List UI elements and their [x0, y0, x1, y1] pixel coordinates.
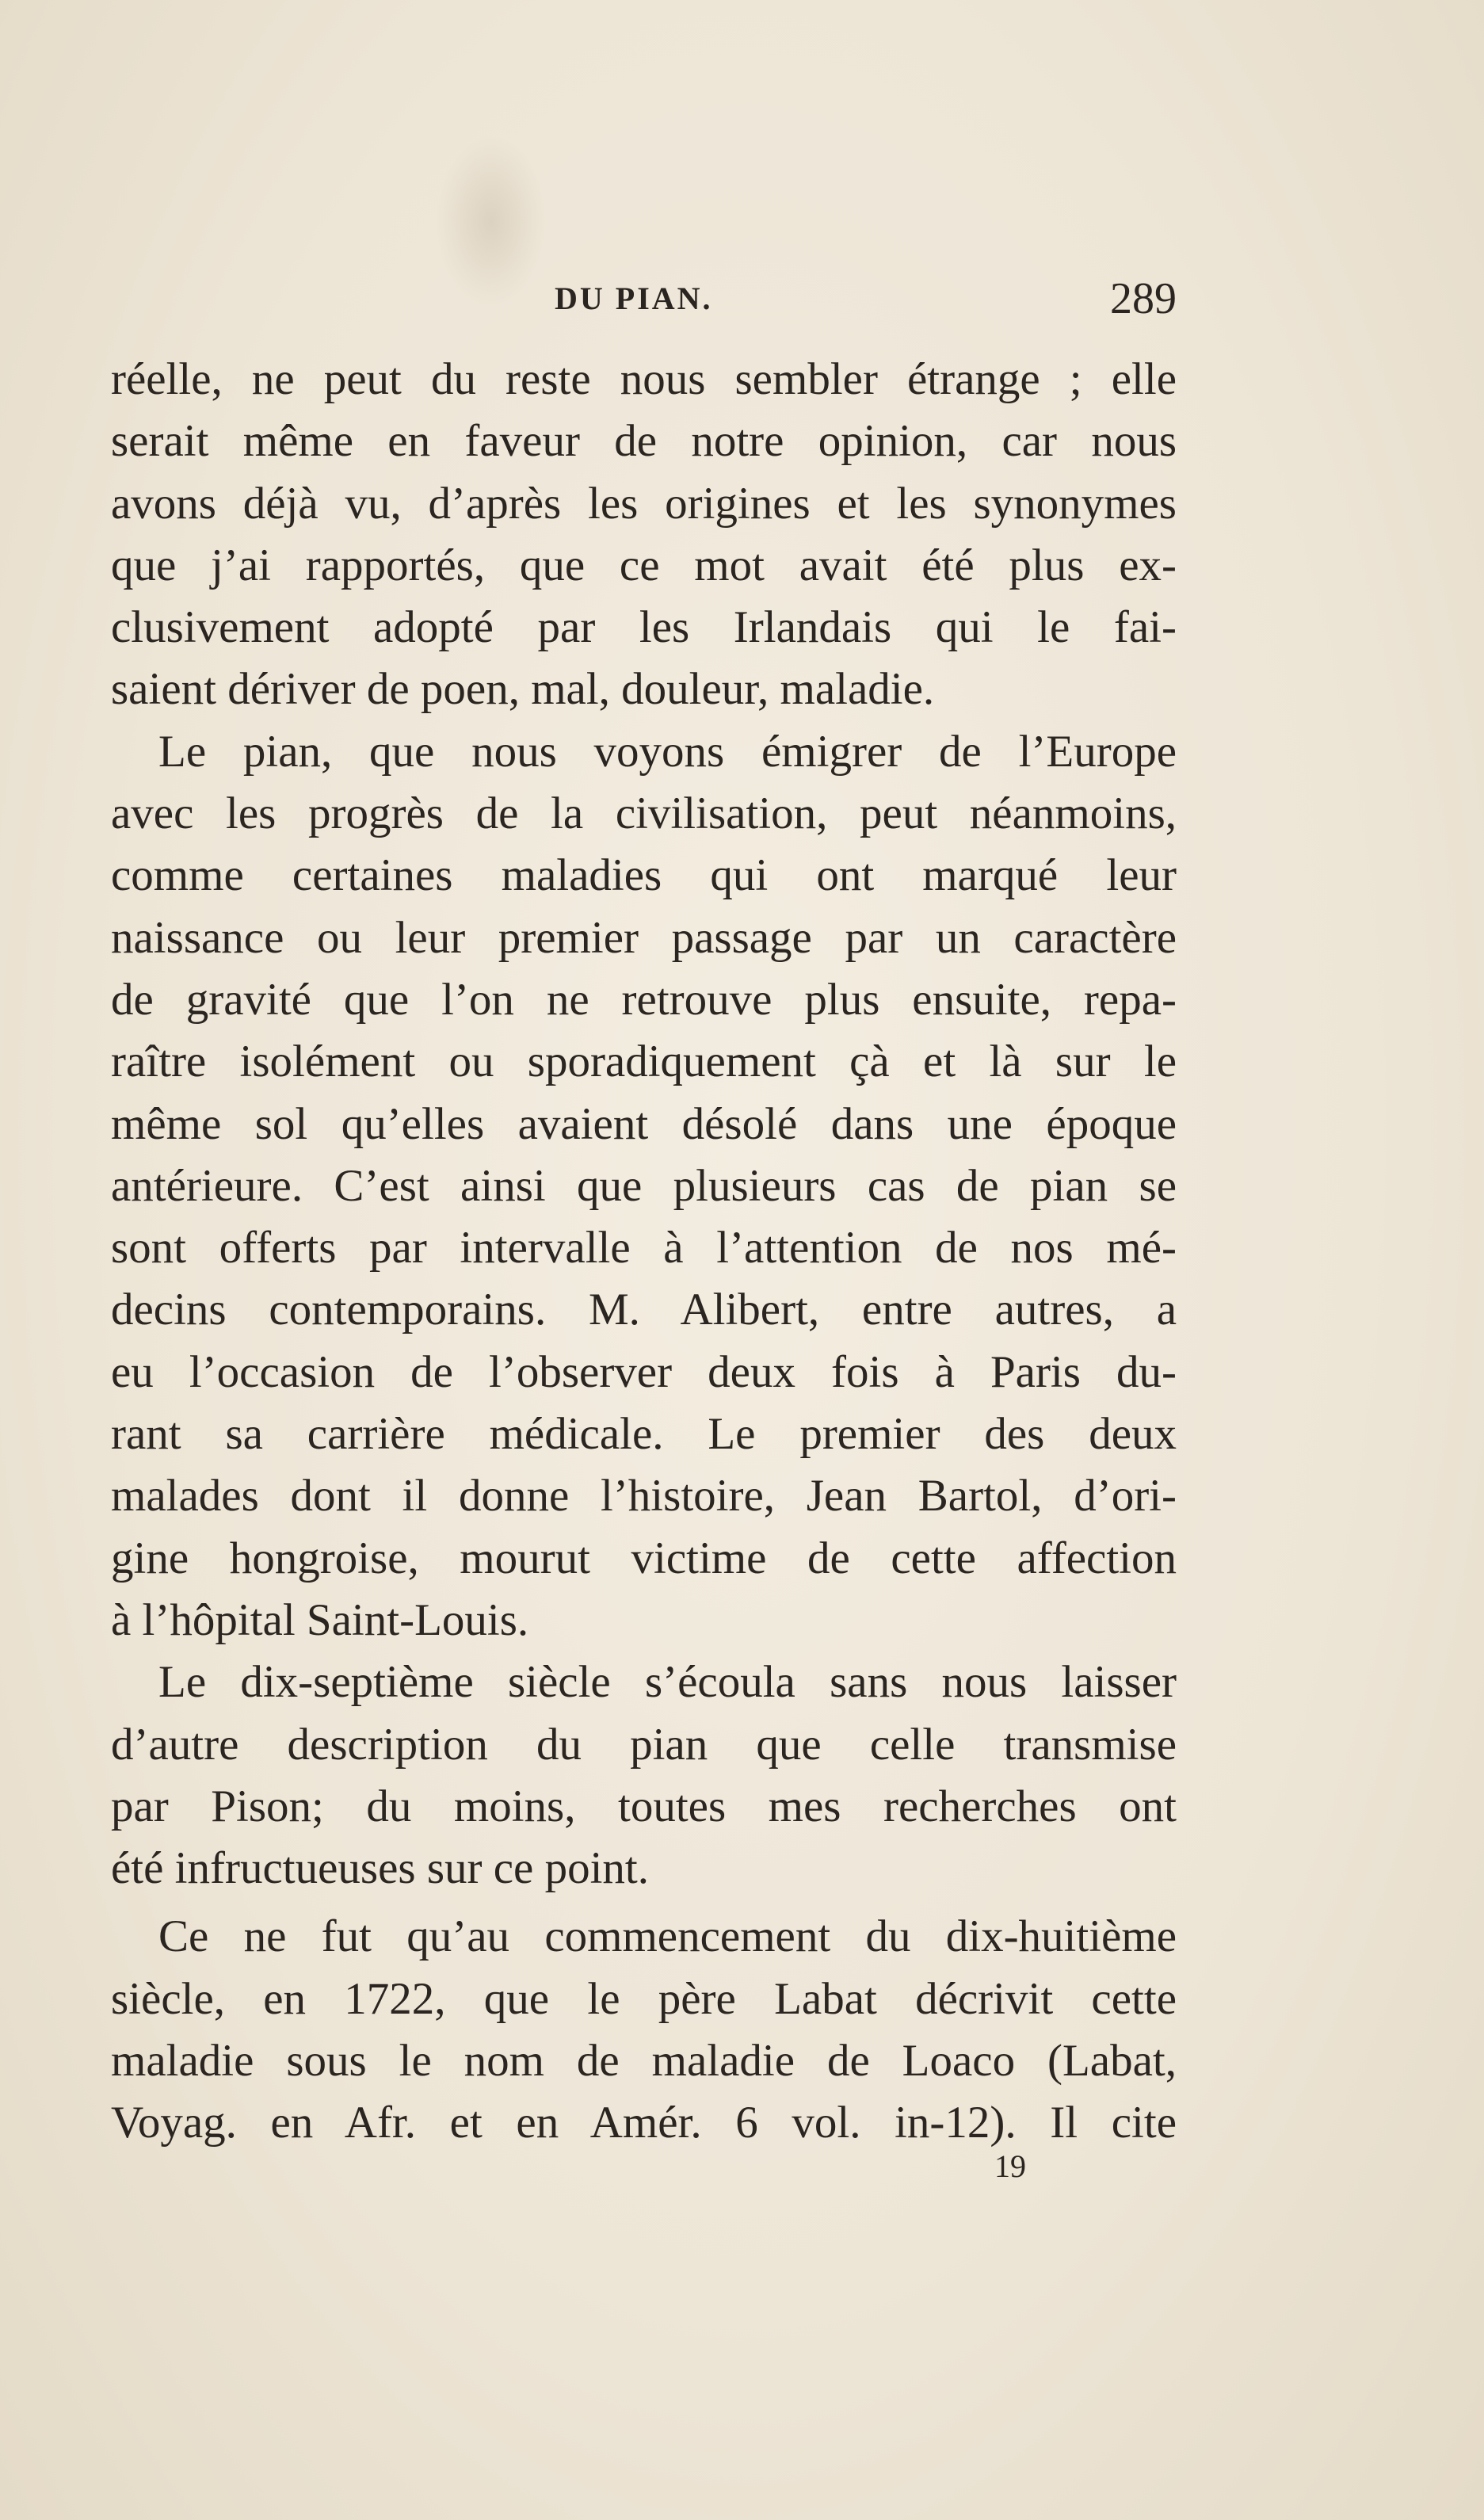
- text-line: Voyag. en Afr. et en Amér. 6 vol. in-12). Il cite: [111, 2098, 1177, 2148]
- text-line: réelle, ne peut du reste nous sembler étrange ; elle: [111, 354, 1177, 404]
- text-line: comme certaines maladies qui ont marqué leur: [111, 850, 1177, 901]
- text-line: que j’ai rapportés, que ce mot avait été plus ex-: [111, 540, 1177, 590]
- running-title: DU PIAN.: [555, 281, 713, 316]
- text-line: Le pian, que nous voyons émigrer de l’Europe: [158, 726, 1177, 777]
- text-line: été infructueuses sur ce point.: [111, 1843, 650, 1894]
- text-line: gine hongroise, mourut victime de cette affection: [111, 1533, 1177, 1583]
- text-line: serait même en faveur de notre opinion, car nous: [111, 416, 1177, 467]
- text-line: decins contemporains. M. Alibert, entre autres, a: [111, 1285, 1177, 1335]
- text-line: par Pison; du moins, toutes mes recherches ont: [111, 1781, 1177, 1831]
- text-line: sont offerts par intervalle à l’attention de nos mé-: [111, 1223, 1177, 1273]
- text-line: naissance ou leur premier passage par un caractère: [111, 912, 1177, 963]
- text-line: de gravité que l’on ne retrouve plus ensuite, repa-: [111, 974, 1177, 1025]
- text-line: Le dix-septième siècle s’écoula sans nous laisser: [158, 1657, 1177, 1708]
- paragraph-gap: [111, 1900, 1177, 1906]
- signature-mark: 19: [994, 2148, 1026, 2184]
- body-text: [111, 349, 1177, 2155]
- text-line: avec les progrès de la civilisation, peut néanmoins,: [111, 788, 1177, 839]
- text-line: raître isolément ou sporadiquement çà et là sur le: [111, 1037, 1177, 1087]
- page-number: 289: [1110, 274, 1177, 323]
- text-line: rant sa carrière médicale. Le premier des deux: [111, 1409, 1177, 1460]
- text-line: malades dont il donne l’histoire, Jean Bartol, d’ori-: [111, 1471, 1177, 1522]
- text-line: Ce ne fut qu’au commencement du dix-huitième: [158, 1911, 1177, 1962]
- text-line: à l’hôpital Saint-Louis.: [111, 1594, 529, 1645]
- text-line: antérieure. C’est ainsi que plusieurs cas de pian se: [111, 1160, 1177, 1211]
- text-line: avons déjà vu, d’après les origines et les synonymes: [111, 478, 1177, 529]
- text-line: siècle, en 1722, que le père Labat décrivit cette: [111, 1973, 1177, 2024]
- text-line: d’autre description du pian que celle transmise: [111, 1719, 1177, 1770]
- text-line: saient dériver de poen, mal, douleur, maladie.: [111, 664, 935, 715]
- text-line: clusivement adopté par les Irlandais qui le fai-: [111, 602, 1177, 653]
- text-line: maladie sous le nom de maladie de Loaco (Labat,: [111, 2036, 1177, 2087]
- text-line: même sol qu’elles avaient désolé dans une époque: [111, 1098, 1177, 1149]
- text-line: eu l’occasion de l’observer deux fois à Paris du-: [111, 1346, 1177, 1397]
- running-head: [111, 273, 1177, 329]
